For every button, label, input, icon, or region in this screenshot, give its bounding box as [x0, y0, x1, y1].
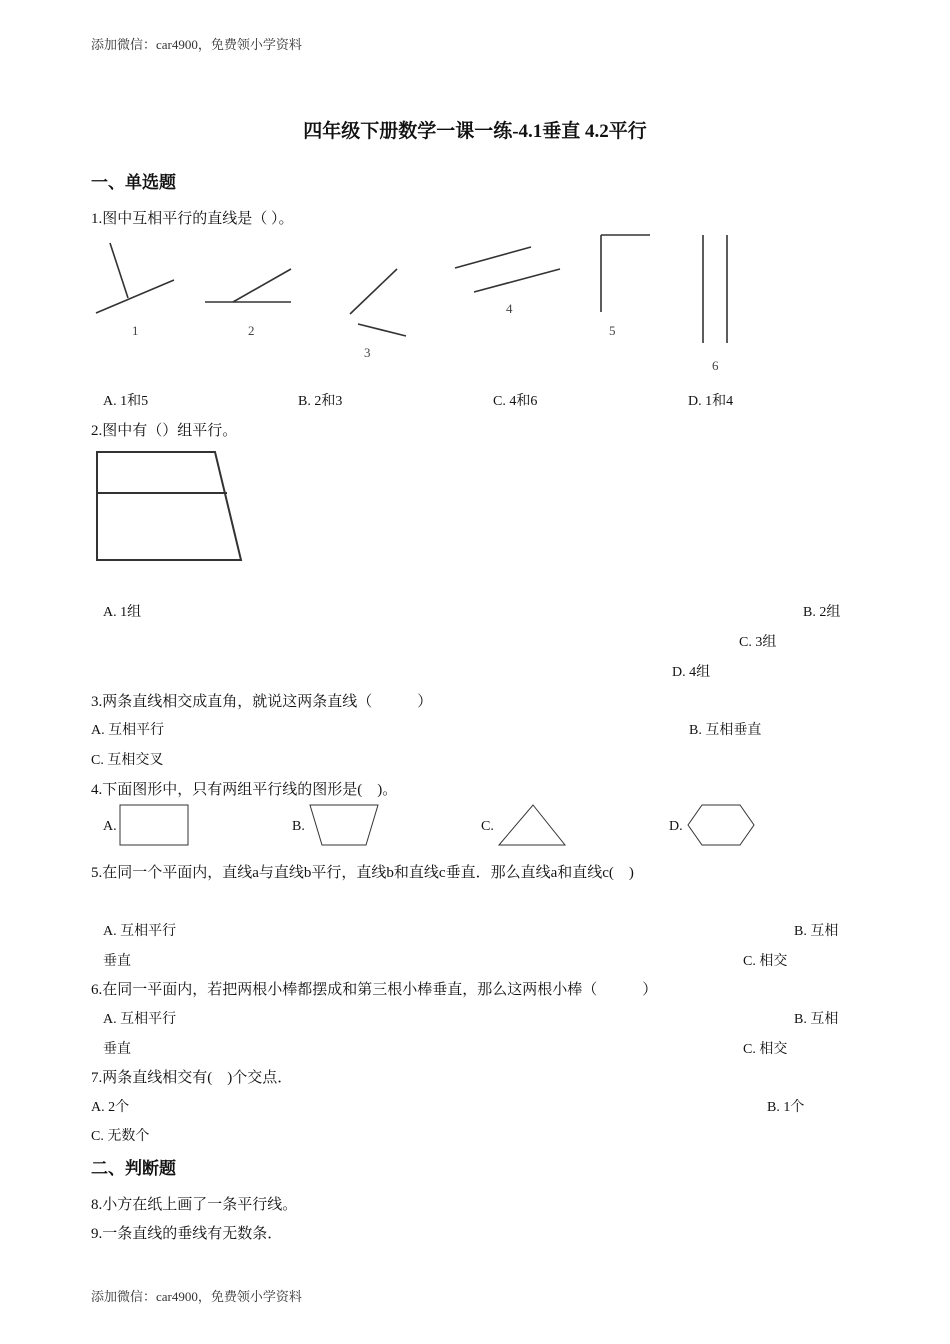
fig-label-6: 6	[712, 358, 719, 373]
q3-option-b[interactable]: B. 互相垂直	[689, 723, 762, 738]
q4-option-c[interactable]: C.	[481, 819, 494, 834]
q1-option-c[interactable]: C. 4和6	[493, 394, 538, 409]
question-9: 9.一条直线的垂线有无数条．	[91, 1226, 283, 1242]
q6-option-b[interactable]: B. 互相	[794, 1012, 839, 1027]
q1-option-b[interactable]: B. 2和3	[298, 394, 343, 409]
trapezoid-shape	[310, 805, 378, 845]
q2-option-c[interactable]: C. 3组	[739, 635, 777, 650]
q7-option-c[interactable]: C. 无数个	[91, 1129, 150, 1144]
page-title: 四年级下册数学一课一练-4.1垂直 4.2平行	[303, 121, 647, 142]
q5-option-b-cont[interactable]: 垂直	[103, 954, 131, 969]
q5-option-b[interactable]: B. 互相	[794, 924, 839, 939]
question-5: 5.在同一个平面内，直线a与直线b平行，直线b和直线c垂直．那么直线a和直线c( )	[91, 865, 634, 881]
question-3: 3.两条直线相交成直角，就说这两条直线（ ）	[91, 694, 433, 710]
fig-label-2: 2	[248, 323, 255, 338]
q6-option-c[interactable]: C. 相交	[743, 1042, 788, 1057]
triangle-shape	[499, 805, 565, 845]
q4-option-d[interactable]: D.	[669, 819, 683, 834]
section-heading-true-false: 二、判断题	[91, 1159, 176, 1178]
q1-option-d[interactable]: D. 1和4	[688, 394, 734, 409]
section-heading-single-choice: 一、单选题	[91, 173, 176, 192]
fig-label-1: 1	[132, 323, 139, 338]
q4-option-b[interactable]: B.	[292, 819, 305, 834]
watermark-bottom: 添加微信：car4900，免费领小学资料	[91, 1289, 302, 1304]
q6-option-b-cont[interactable]: 垂直	[103, 1042, 131, 1057]
question-2: 2.图中有（）组平行。	[91, 423, 238, 439]
question-7: 7.两条直线相交有( )个交点．	[91, 1070, 293, 1086]
q3-option-a[interactable]: A. 互相平行	[91, 723, 165, 738]
q5-option-c[interactable]: C. 相交	[743, 954, 788, 969]
q3-option-c[interactable]: C. 互相交叉	[91, 753, 164, 768]
q4-option-a[interactable]: A.	[103, 819, 117, 834]
rectangle-shape	[120, 805, 188, 845]
question-4: 4.下面图形中，只有两组平行线的图形是( )。	[91, 782, 398, 798]
fig-label-5: 5	[609, 323, 616, 338]
q7-option-a[interactable]: A. 2个	[91, 1100, 130, 1115]
watermark-top: 添加微信：car4900，免费领小学资料	[91, 37, 302, 52]
q2-option-a[interactable]: A. 1组	[103, 605, 142, 620]
q5-option-a[interactable]: A. 互相平行	[103, 924, 177, 939]
fig-label-3: 3	[364, 345, 371, 360]
question-1: 1.图中互相平行的直线是（ ）。	[91, 211, 294, 227]
q2-option-d[interactable]: D. 4组	[672, 665, 711, 680]
q1-option-a[interactable]: A. 1和5	[103, 394, 149, 409]
q6-option-a[interactable]: A. 互相平行	[103, 1012, 177, 1027]
question-6: 6.在同一平面内，若把两根小棒都摆成和第三根小棒垂直，那么这两根小棒（ ）	[91, 982, 658, 998]
q7-option-b[interactable]: B. 1个	[767, 1100, 805, 1115]
q2-option-b[interactable]: B. 2组	[803, 605, 841, 620]
fig-label-4: 4	[506, 301, 513, 316]
question-8: 8.小方在纸上画了一条平行线。	[91, 1197, 298, 1213]
hexagon-shape	[688, 805, 754, 845]
